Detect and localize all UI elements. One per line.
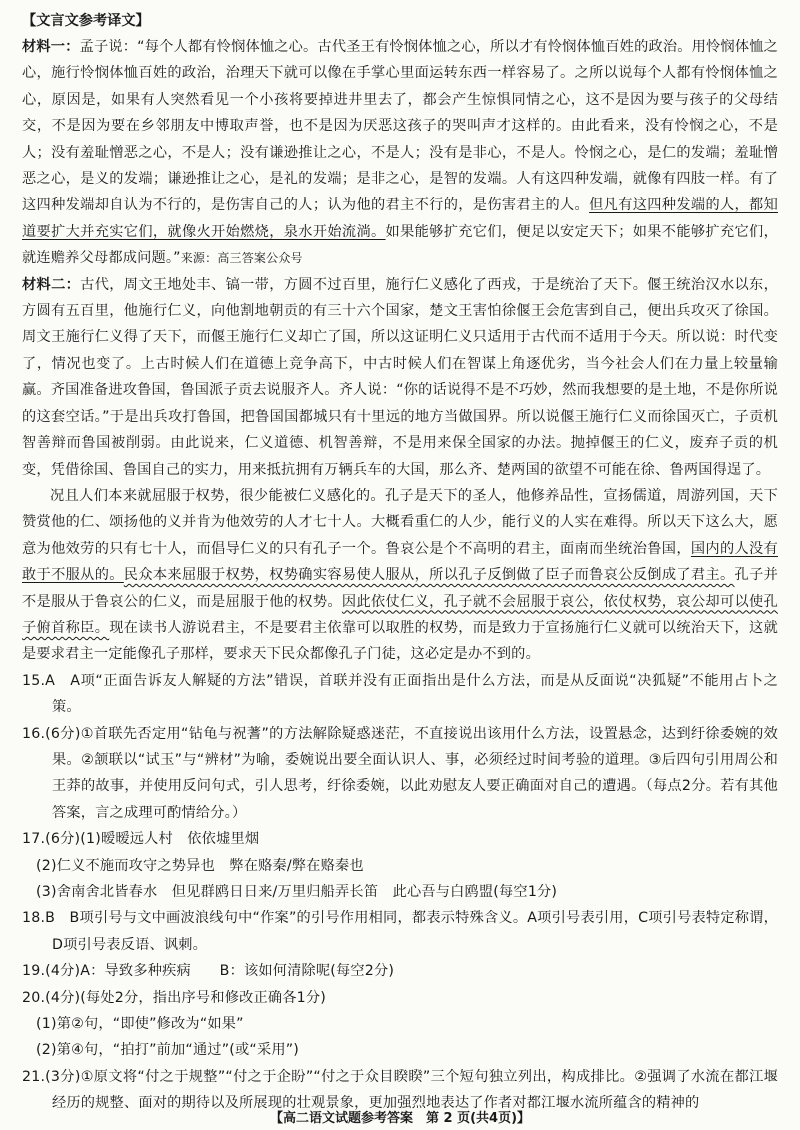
answer-text: (2)仁义不施而攻守之势异也 弊在赂秦/弊在赂秦也: [36, 857, 364, 874]
answer-text: (3)舍南舍北皆春水 但见群鸥日日来/万里归船弄长笛 此心吾与白鸥盟(每空1分): [36, 884, 558, 900]
answer-number: 16.: [22, 725, 46, 742]
m2b-text-1: 况且人们本来就屈服于权势，很少能被仁义感化的。孔子是天下的圣人，他修养品性，宣扬儒道，周游列国，天下赞赏他的仁、颂扬他的义并肯为他效劳的人才七十人。大概看重仁的人少，能行义的人实在难得。所以天下这么大，愿意为他效劳的只有七十人，而倡导仁义的只有孔子一个。鲁哀公是个不高明的君主，面南而坐统治鲁国，: [22, 487, 778, 557]
answer-text: A A项“正面告诉友人解疑的方法”错误，首联并没有正面指出是什么方法，而是从反面说“决狐疑”不能用占卜之策。: [45, 672, 778, 716]
answer-number: 21.: [22, 1068, 46, 1085]
answer-list: [22, 668, 778, 1117]
answer-number: 17.: [22, 831, 46, 848]
answer-number: 18.: [22, 910, 46, 927]
material-one-label: 材料一：: [22, 39, 80, 55]
m2b-wavy-2: 因此依仗仁义，孔子就不会屈服于哀公，依仗权势，哀公却可以使孔子俯首称臣。: [22, 593, 778, 636]
material-two-text: 古代，周文王地处丰、镐一带，方圆不过百里，施行仁义感化了西戎，于是统治了天下。偃王统治汉水以东，方圆有五百里，他施行仁义，向他割地朝贡的有三十六个国家，楚文王害怕徐偃王会危害到自己，便出兵攻灭了徐国。周文王施行仁义得了天下，而偃王施行仁义却亡了国，所以这证明仁义只适用于古代而不适用于今天。所以说：时代变了，情况也变了。上古时候人们在道德上竞争高下，中古时候人们在智谋上角逐优劣，当今社会人们在力量上较量输赢。齐国准备进攻鲁国，鲁国派子贡去说服齐人。齐人说：“你的话说得不是不巧妙，然而我想要的是土地，不是你所说的这套空话。”于是出兵攻打鲁国，把鲁国国都城只有十里远的地方当做国界。所以说偃王施行仁义而徐国灭亡，子贡机智善辩而鲁国被削弱。由此说来，仁义道德、机智善辩，不是用来保全国家的办法。抛掉偃王的仁义，废弃子贡的机变，凭借徐国、鲁国自己的实力，用来抵抗拥有万辆兵车的大国，那么齐、楚两国的欲望不可能在徐、鲁两国得逞了。: [22, 276, 778, 478]
answer-item: [22, 905, 778, 958]
answer-number: 20.: [22, 989, 46, 1006]
page-footer: 【高二语文试题参考答案 第 2 页(共4页)】: [269, 1111, 531, 1126]
material-two-paragraph-2: [22, 483, 778, 668]
answer-item: [22, 721, 778, 827]
answer-number: 15.: [22, 672, 46, 689]
answer-text: (6分)①首联先否定用“钻龟与祝蓍”的方法解除疑惑迷茫，不直接说出该用什么方法，设置悬念，达到纡徐委婉的效果。②颔联以“试玉”与“辨材”为喻，委婉说出要全面认识人、事，必须经过时间考验的道理。③后四句引用周公和王莽的故事，并使用反问句式，引人思考，纡徐委婉，以此劝慰友人要正确面对自己的遭遇。（每点2分。若有其他答案，言之成理可酌情给分。）: [45, 725, 778, 821]
answer-item: [22, 985, 778, 1011]
answer-text: (4分)A：导致多种疾病 B：该如何清除呢(每空2分): [45, 963, 395, 980]
answer-item: [22, 879, 778, 905]
answer-item: [22, 853, 778, 879]
answer-item: [22, 826, 778, 852]
material-one-source: 来源：高三答案公众号: [180, 251, 303, 266]
answer-text: (6分)(1)暧暧远人村 依依墟里烟: [45, 831, 260, 848]
m2b-text-6: 现在读书人游说君主，不是要君主依靠可以取胜的权势，而是致力于宣扬施行仁义就可以统治天下，这就是要求君主一定能像孔子那样，要求天下民众都像孔子门徒，这必定是办不到的。: [22, 619, 778, 663]
answer-text: (3分)①原文将“付之于规整”“付之于企盼”“付之于众目睽睽”三个短句独立列出，构成排比。②强调了水流在都江堰经历的规整、面对的期待以及所展现的壮观景象，更加强烈地表达了作者对都江堰水流所蕴含的精神的: [45, 1068, 778, 1112]
m2b-wavy-1: 民众本来屈服于权势，权势确实容易使人服从，所以孔子反倒做了臣子而鲁哀公反倒成了君主。: [123, 567, 735, 584]
material-one-underlined: 但凡有这四种发端的人，都知道要扩大并充实它们，就像火开始燃烧，泉水开始流淌。: [22, 197, 778, 240]
answer-text: (4分)(每处2分，指出序号和修改正确各1分): [45, 989, 326, 1006]
material-one-text-1: 孟子说：“每个人都有怜悯体恤之心。古代圣王有怜悯体恤之心，所以才有怜悯体恤百姓的政治。用怜悯体恤之心，施行怜悯体恤百姓的政治，治理天下就可以像在手掌心里面运转东西一样容易了。之所以说每个人都有怜悯体恤之心，原因是，如果有人突然看见一个小孩将要掉进井里去了，都会产生惊惧同情之心，这不是因为要与孩子的父母结交，不是因为要在乡邻朋友中博取声誉，也不是因为厌恶这孩子的哭叫声才这样的。由此看来，没有怜悯之心，不是人；没有羞耻憎恶之心，不是人；没有谦逊推让之心，不是人；没有是非心，不是人。怜悯之心，是仁的发端；羞耻憎恶之心，是义的发端；谦逊推让之心，是礼的发端；是非之心，是智的发端。人有这四种发端，就像有四肢一样。有了这四种发端却自认为不行的，是伤害自己的人；认为他的君主不行的，是伤害君主的人。: [22, 39, 778, 214]
answer-item: [22, 1037, 778, 1063]
m2b-underlined-1: 国内的人没有敢于不服从的。: [22, 540, 778, 584]
m2b-text-4: 孔子并不是服从于鲁哀公的仁义，而是屈服于他的权势。: [22, 567, 779, 610]
material-one: [22, 34, 778, 272]
material-one-text-3: 如果能够扩充它们，便足以安定天下；如果不能够扩充它们，就连赡养父母都成问题。”: [22, 223, 778, 267]
material-two: [22, 272, 778, 483]
answer-item: [22, 1011, 778, 1037]
answer-text: (1)第②句，“即使”修改为“如果”: [36, 1016, 244, 1033]
answer-text: (2)第④句，“拍打”前加“通过”(或“采用”): [36, 1042, 300, 1059]
answer-text: B B项引号与文中画波浪线句中“作案”的引号作用相同，都表示特殊含义。A项引号表引用，C项引号表特定称谓，D项引号表反语、讽刺。: [45, 910, 778, 953]
answer-item: [22, 668, 778, 721]
material-two-label: 材料二：: [22, 276, 81, 293]
section-title: 【文言文参考译文】: [22, 13, 150, 29]
answer-number: 19.: [22, 963, 46, 980]
answer-item: [22, 958, 778, 984]
